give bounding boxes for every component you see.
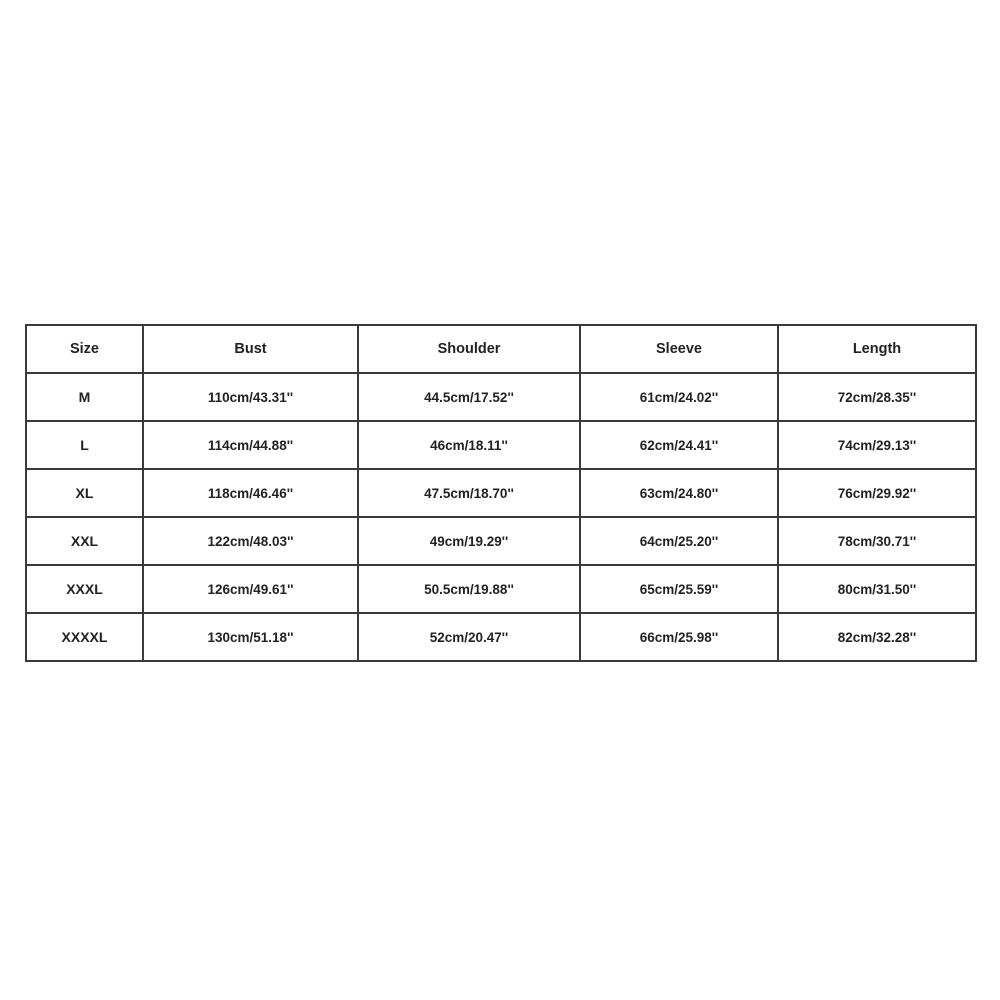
header-bust: Bust <box>143 325 358 373</box>
length-cell: 74cm/29.13'' <box>778 421 976 469</box>
size-chart-header-row <box>26 325 976 373</box>
sleeve-cell: 62cm/24.41'' <box>580 421 778 469</box>
size-cell: L <box>26 421 143 469</box>
sleeve-cell: 66cm/25.98'' <box>580 613 778 661</box>
header-length: Length <box>778 325 976 373</box>
bust-cell: 118cm/46.46'' <box>143 469 358 517</box>
shoulder-cell: 46cm/18.11'' <box>358 421 580 469</box>
size-cell: XL <box>26 469 143 517</box>
table-row <box>26 469 976 517</box>
length-cell: 76cm/29.92'' <box>778 469 976 517</box>
shoulder-cell: 49cm/19.29'' <box>358 517 580 565</box>
length-cell: 80cm/31.50'' <box>778 565 976 613</box>
shoulder-cell: 44.5cm/17.52'' <box>358 373 580 421</box>
sleeve-cell: 65cm/25.59'' <box>580 565 778 613</box>
shoulder-cell: 52cm/20.47'' <box>358 613 580 661</box>
header-size: Size <box>26 325 143 373</box>
size-chart-table <box>25 324 977 662</box>
header-sleeve: Sleeve <box>580 325 778 373</box>
table-row <box>26 565 976 613</box>
header-shoulder: Shoulder <box>358 325 580 373</box>
bust-cell: 122cm/48.03'' <box>143 517 358 565</box>
shoulder-cell: 50.5cm/19.88'' <box>358 565 580 613</box>
length-cell: 72cm/28.35'' <box>778 373 976 421</box>
bust-cell: 110cm/43.31'' <box>143 373 358 421</box>
table-row <box>26 421 976 469</box>
table-row <box>26 373 976 421</box>
shoulder-cell: 47.5cm/18.70'' <box>358 469 580 517</box>
table-row <box>26 517 976 565</box>
size-cell: M <box>26 373 143 421</box>
bust-cell: 130cm/51.18'' <box>143 613 358 661</box>
sleeve-cell: 63cm/24.80'' <box>580 469 778 517</box>
sleeve-cell: 61cm/24.02'' <box>580 373 778 421</box>
bust-cell: 114cm/44.88'' <box>143 421 358 469</box>
length-cell: 78cm/30.71'' <box>778 517 976 565</box>
size-cell: XXL <box>26 517 143 565</box>
bust-cell: 126cm/49.61'' <box>143 565 358 613</box>
table-row <box>26 613 976 661</box>
length-cell: 82cm/32.28'' <box>778 613 976 661</box>
size-cell: XXXL <box>26 565 143 613</box>
sleeve-cell: 64cm/25.20'' <box>580 517 778 565</box>
size-cell: XXXXL <box>26 613 143 661</box>
